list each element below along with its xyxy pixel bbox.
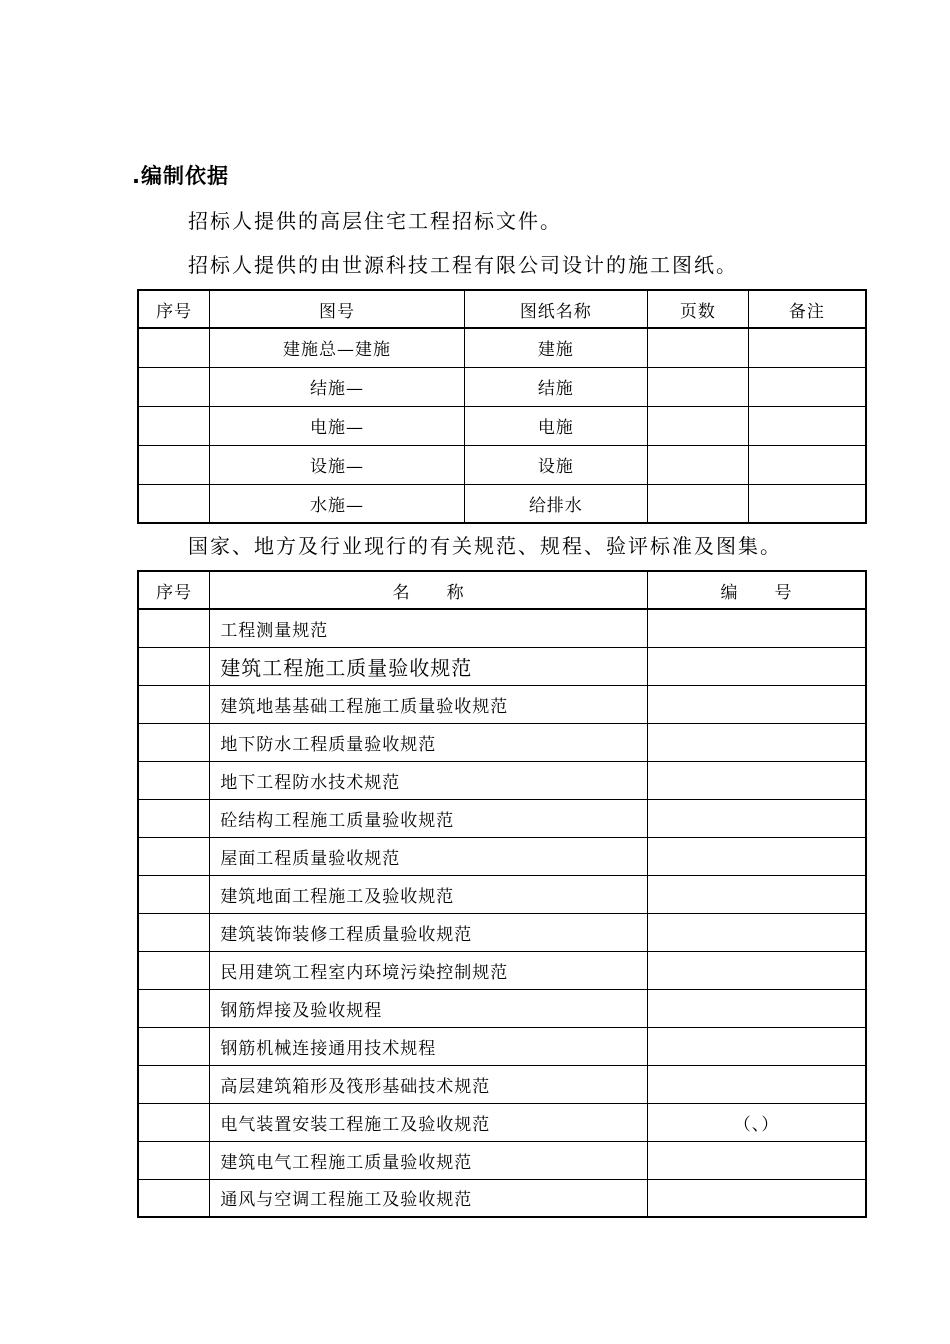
cell-note [748,367,866,406]
cell-note [748,484,866,523]
cell-name: 通风与空调工程施工及验收规范 [210,1179,648,1217]
cell-no [138,761,210,799]
table-row [138,1103,866,1141]
cell-pages [648,406,749,445]
cell-code [648,1027,866,1065]
standards-table-header [138,571,866,609]
cell-no [138,328,210,367]
cell-pages [648,484,749,523]
cell-name: 建筑地基基础工程施工质量验收规范 [210,685,648,723]
cell-no [138,799,210,837]
cell-code: 结施— [210,367,464,406]
cell-name: 给排水 [464,484,647,523]
cell-no [138,685,210,723]
table-row [138,406,866,445]
cell-pages [648,445,749,484]
header-cell: 页数 [648,290,749,328]
cell-name: 建筑装饰装修工程质量验收规范 [210,913,648,951]
cell-no [138,875,210,913]
cell-name: 电施 [464,406,647,445]
table-row [138,1141,866,1179]
cell-pages [648,367,749,406]
table-row [138,799,866,837]
cell-no [138,913,210,951]
table-row [138,837,866,875]
table-row [138,609,866,647]
cell-code [648,723,866,761]
table-row [138,913,866,951]
table-row [138,723,866,761]
cell-note [748,328,866,367]
cell-name: 高层建筑箱形及筏形基础技术规范 [210,1065,648,1103]
cell-note [748,445,866,484]
cell-name: 钢筋焊接及验收规程 [210,989,648,1027]
cell-no [138,1179,210,1217]
cell-name: 砼结构工程施工质量验收规范 [210,799,648,837]
cell-name: 工程测量规范 [210,609,648,647]
drawings-table-header [138,290,866,328]
cell-no [138,367,210,406]
table-row [138,1065,866,1103]
drawings-table [137,289,867,524]
cell-name: 地下工程防水技术规范 [210,761,648,799]
paragraph-drawings: 招标人提供的由世源科技工程有限公司设计的施工图纸。 [188,253,738,277]
cell-no [138,1027,210,1065]
cell-pages [648,328,749,367]
cell-code [648,875,866,913]
table-row [138,1179,866,1217]
table-row [138,1027,866,1065]
header-cell: 名 称 [210,571,648,609]
cell-code: 水施— [210,484,464,523]
table-row [138,951,866,989]
cell-no [138,1065,210,1103]
header-cell: 序号 [138,290,210,328]
cell-name: 民用建筑工程室内环境污染控制规范 [210,951,648,989]
cell-name: 建施 [464,328,647,367]
header-cell: 图纸名称 [464,290,647,328]
cell-code: 设施— [210,445,464,484]
header-cell: 编 号 [648,571,866,609]
cell-no [138,989,210,1027]
cell-name: 建筑地面工程施工及验收规范 [210,875,648,913]
cell-name: 电气装置安装工程施工及验收规范 [210,1103,648,1141]
cell-no [138,951,210,989]
cell-code: （、） [648,1103,866,1141]
cell-no [138,723,210,761]
cell-code [648,609,866,647]
table-row [138,875,866,913]
table-row [138,761,866,799]
section-heading: .编制依据 [132,164,229,188]
cell-no [138,484,210,523]
header-cell: 序号 [138,571,210,609]
cell-name: 结施 [464,367,647,406]
cell-no [138,647,210,685]
cell-no [138,837,210,875]
header-cell: 图号 [210,290,464,328]
cell-code [648,989,866,1027]
paragraph-standards: 国家、地方及行业现行的有关规范、规程、验评标准及图集。 [188,534,782,558]
cell-code [648,761,866,799]
cell-name: 地下防水工程质量验收规范 [210,723,648,761]
cell-code [648,685,866,723]
table-row [138,647,866,685]
cell-name: 钢筋机械连接通用技术规程 [210,1027,648,1065]
cell-no [138,1141,210,1179]
table-row [138,367,866,406]
cell-name: 建筑工程施工质量验收规范 [210,647,648,685]
table-row [138,328,866,367]
paragraph-tender-docs: 招标人提供的高层住宅工程招标文件。 [188,209,562,233]
cell-name: 建筑电气工程施工质量验收规范 [210,1141,648,1179]
cell-code: 电施— [210,406,464,445]
cell-no [138,1103,210,1141]
cell-code [648,647,866,685]
table-row [138,445,866,484]
cell-code [648,1141,866,1179]
cell-note [748,406,866,445]
cell-no [138,406,210,445]
cell-code [648,1065,866,1103]
cell-code: 建施总—建施 [210,328,464,367]
table-row [138,484,866,523]
table-row [138,989,866,1027]
header-cell: 备注 [748,290,866,328]
cell-code [648,913,866,951]
cell-no [138,609,210,647]
table-row [138,685,866,723]
cell-code [648,951,866,989]
cell-code [648,799,866,837]
cell-name: 屋面工程质量验收规范 [210,837,648,875]
standards-table [137,570,867,1218]
cell-no [138,445,210,484]
cell-code [648,1179,866,1217]
cell-name: 设施 [464,445,647,484]
cell-code [648,837,866,875]
